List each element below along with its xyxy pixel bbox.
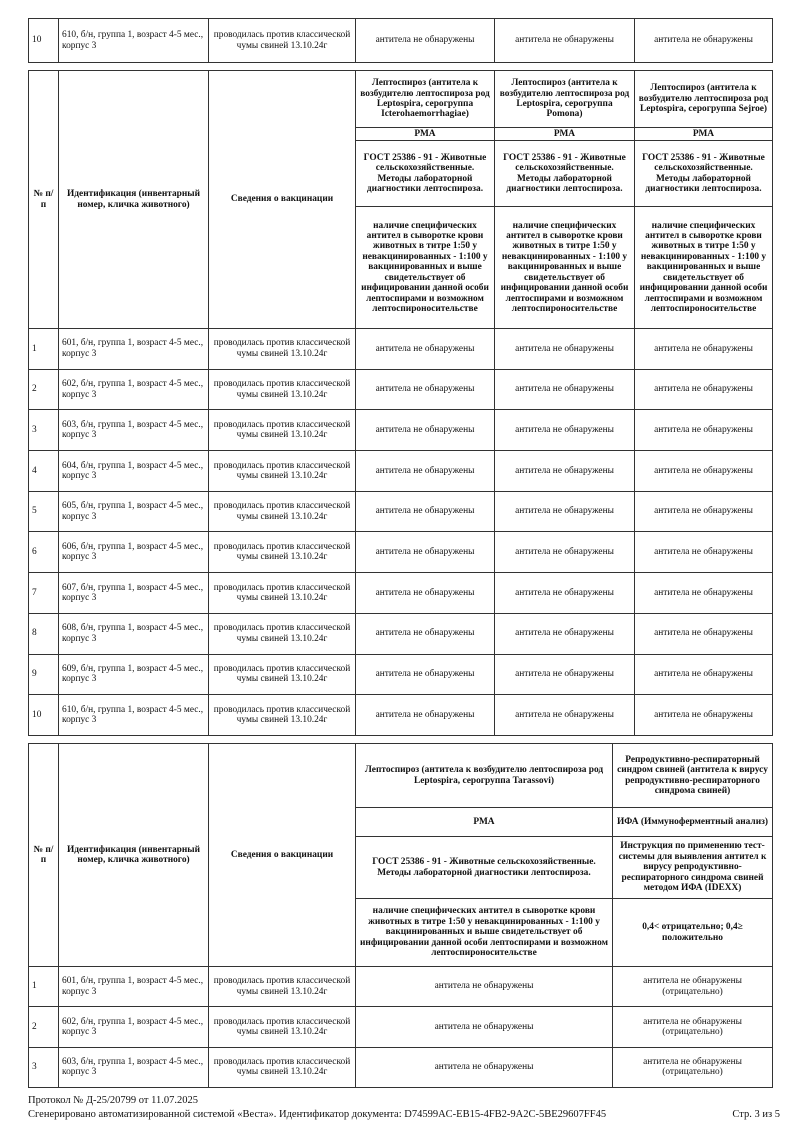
header-number: № п/п <box>29 71 59 329</box>
header-row-diseases <box>29 744 773 808</box>
table-row <box>29 967 773 1007</box>
header-standard: ГОСТ 25386 - 91 - Животные сельскохозяйственные. Методы лабораторной диагностики лептоспироза. <box>495 141 635 207</box>
table-row <box>29 532 773 573</box>
page-number: Стр. 3 из 5 <box>732 1109 780 1120</box>
test-result: антитела не обнаружены <box>635 369 773 410</box>
test-result: антитела не обнаружены <box>495 491 635 532</box>
vaccination-info: проводилась против классической чумы свиней 13.10.24г <box>209 532 356 573</box>
row-number: 2 <box>29 1007 59 1047</box>
test-result: антитела не обнаружены <box>635 19 773 63</box>
test-result: антитела не обнаружены <box>495 410 635 451</box>
table-row <box>29 1007 773 1047</box>
vaccination-info: проводилась против классической чумы свиней 13.10.24г <box>209 613 356 654</box>
test-result: антитела не обнаружены <box>495 532 635 573</box>
table-row <box>29 613 773 654</box>
test-result: антитела не обнаружены <box>356 329 495 370</box>
test-result: антитела не обнаружены <box>356 1007 613 1047</box>
test-result: антитела не обнаружены <box>356 573 495 614</box>
test-result: антитела не обнаружены (отрицательно) <box>613 967 773 1007</box>
animal-identification: 601, б/н, группа 1, возраст 4-5 мес., корпус 3 <box>59 967 209 1007</box>
animal-identification: 607, б/н, группа 1, возраст 4-5 мес., корпус 3 <box>59 573 209 614</box>
header-standard: Инструкция по применению тест-системы для выявления антител к вирусу репродуктивно-респираторного синдрома свиней методом ИФА (IDEXX) <box>613 837 773 899</box>
protocol-number: Протокол № Д-25/20799 от 11.07.2025 <box>28 1095 198 1106</box>
header-method: ИФА (Иммуноферментный анализ) <box>613 808 773 837</box>
animal-identification: 603, б/н, группа 1, возраст 4-5 мес., корпус 3 <box>59 410 209 451</box>
test-result: антитела не обнаружены <box>635 451 773 492</box>
row-number: 3 <box>29 1047 59 1087</box>
test-result: антитела не обнаружены <box>635 654 773 695</box>
header-method: РМА <box>356 808 613 837</box>
animal-identification: 604, б/н, группа 1, возраст 4-5 мес., корпус 3 <box>59 451 209 492</box>
header-disease: Лептоспироз (антитела к возбудителю лептоспироза род Leptospira, серогруппа Sejroe) <box>635 71 773 128</box>
vaccination-info: проводилась против классической чумы свиней 13.10.24г <box>209 369 356 410</box>
test-result: антитела не обнаружены <box>635 695 773 736</box>
header-row-diseases <box>29 71 773 128</box>
animal-identification: 602, б/н, группа 1, возраст 4-5 мес., корпус 3 <box>59 1007 209 1047</box>
row-number: 10 <box>29 19 59 63</box>
header-criteria: наличие специфических антител в сыворотке крови животных в титре 1:50 у невакцинированных - 1:100 у вакцинированных и выше свидетельствует об инфицировании данной особи лептоспирами и возможном лептоспироносительстве <box>495 207 635 329</box>
test-result: антитела не обнаружены <box>356 19 495 63</box>
test-result: антитела не обнаружены <box>495 573 635 614</box>
row-number: 4 <box>29 451 59 492</box>
animal-identification: 610, б/н, группа 1, возраст 4-5 мес., корпус 3 <box>59 695 209 736</box>
animal-identification: 610, б/н, группа 1, возраст 4-5 мес., корпус 3 <box>59 19 209 63</box>
row-number: 10 <box>29 695 59 736</box>
test-result: антитела не обнаружены <box>356 369 495 410</box>
row-number: 3 <box>29 410 59 451</box>
table-row <box>29 410 773 451</box>
vaccination-info: проводилась против классической чумы свиней 13.10.24г <box>209 1007 356 1047</box>
test-result: антитела не обнаружены <box>356 491 495 532</box>
row-number: 2 <box>29 369 59 410</box>
header-method: РМА <box>635 128 773 141</box>
header-number: № п/п <box>29 744 59 967</box>
test-result: антитела не обнаружены <box>495 654 635 695</box>
test-result: антитела не обнаружены <box>635 410 773 451</box>
header-disease: Лептоспироз (антитела к возбудителю лептоспироза род Leptospira, серогруппа Pomona) <box>495 71 635 128</box>
test-result: антитела не обнаружены <box>495 613 635 654</box>
table-row <box>29 573 773 614</box>
header-vaccination: Сведения о вакцинации <box>209 71 356 329</box>
row-number: 9 <box>29 654 59 695</box>
table-row <box>29 451 773 492</box>
row-number: 5 <box>29 491 59 532</box>
header-criteria: наличие специфических антител в сыворотке крови животных в титре 1:50 у невакцинированных - 1:100 у вакцинированных и выше свидетельствует об инфицировании данной особи лептоспирами и возможном лептоспироносительстве <box>356 207 495 329</box>
test-result: антитела не обнаружены <box>356 613 495 654</box>
table-row <box>29 491 773 532</box>
test-result: антитела не обнаружены <box>356 451 495 492</box>
test-result: антитела не обнаружены <box>356 532 495 573</box>
vaccination-info: проводилась против классической чумы свиней 13.10.24г <box>209 695 356 736</box>
table-row <box>29 654 773 695</box>
table-row <box>29 695 773 736</box>
animal-identification: 608, б/н, группа 1, возраст 4-5 мес., корпус 3 <box>59 613 209 654</box>
header-disease: Лептоспироз (антитела к возбудителю лептоспироза род Leptospira, серогруппа Tarassovi) <box>356 744 613 808</box>
vaccination-info: проводилась против классической чумы свиней 13.10.24г <box>209 654 356 695</box>
test-result: антитела не обнаружены <box>356 654 495 695</box>
animal-identification: 606, б/н, группа 1, возраст 4-5 мес., корпус 3 <box>59 532 209 573</box>
test-result: антитела не обнаружены <box>495 451 635 492</box>
header-method: РМА <box>356 128 495 141</box>
header-identification: Идентификация (инвентарный номер, кличка животного) <box>59 71 209 329</box>
table-row <box>29 369 773 410</box>
test-result: антитела не обнаружены <box>635 491 773 532</box>
test-result: антитела не обнаружены (отрицательно) <box>613 1047 773 1087</box>
test-result: антитела не обнаружены <box>356 410 495 451</box>
tarassovi-prrs-results-table <box>28 743 773 1088</box>
header-method: РМА <box>495 128 635 141</box>
test-result: антитела не обнаружены <box>635 573 773 614</box>
test-result: антитела не обнаружены <box>495 695 635 736</box>
test-result: антитела не обнаружены <box>635 532 773 573</box>
footer-generated-line <box>28 1108 780 1121</box>
table-row <box>29 19 773 63</box>
vaccination-info: проводилась против классической чумы свиней 13.10.24г <box>209 967 356 1007</box>
animal-identification: 602, б/н, группа 1, возраст 4-5 мес., корпус 3 <box>59 369 209 410</box>
header-criteria: наличие специфических антител в сыворотке крови животных в титре 1:50 у невакцинированных - 1:100 у вакцинированных и выше свидетельствует об инфицировании данной особи лептоспирами и возможном лептоспироносительстве <box>635 207 773 329</box>
row-number: 7 <box>29 573 59 614</box>
row-number: 1 <box>29 329 59 370</box>
header-criteria: 0,4< отрицательно; 0,4≥ положительно <box>613 899 773 967</box>
test-result: антитела не обнаружены <box>495 369 635 410</box>
header-criteria: наличие специфических антител в сыворотке крови животных в титре 1:50 у невакцинированных - 1:100 у вакцинированных и выше свидетельствует об инфицировании данной особи лептоспирами и возможном лептоспироносительстве <box>356 899 613 967</box>
results-table-continuation <box>28 18 773 63</box>
table-row <box>29 329 773 370</box>
vaccination-info: проводилась против классической чумы свиней 13.10.24г <box>209 19 356 63</box>
test-result: антитела не обнаружены <box>635 329 773 370</box>
animal-identification: 603, б/н, группа 1, возраст 4-5 мес., корпус 3 <box>59 1047 209 1087</box>
test-result: антитела не обнаружены <box>495 329 635 370</box>
vaccination-info: проводилась против классической чумы свиней 13.10.24г <box>209 329 356 370</box>
header-vaccination: Сведения о вакцинации <box>209 744 356 967</box>
header-identification: Идентификация (инвентарный номер, кличка животного) <box>59 744 209 967</box>
row-number: 8 <box>29 613 59 654</box>
header-standard: ГОСТ 25386 - 91 - Животные сельскохозяйственные. Методы лабораторной диагностики лептоспироза. <box>635 141 773 207</box>
vaccination-info: проводилась против классической чумы свиней 13.10.24г <box>209 1047 356 1087</box>
row-number: 1 <box>29 967 59 1007</box>
table-row <box>29 1047 773 1087</box>
vaccination-info: проводилась против классической чумы свиней 13.10.24г <box>209 491 356 532</box>
test-result: антитела не обнаружены <box>356 967 613 1007</box>
document-identifier: Сгенерировано автоматизированной системой «Веста». Идентификатор документа: D74599AC-EB15-4FB2-9A2C-5BE29607FF45 <box>28 1109 607 1120</box>
test-result: антитела не обнаружены <box>495 19 635 63</box>
header-disease: Репродуктивно-респираторный синдром свиней (антитела к вирусу репродуктивно-респираторного синдрома свиней) <box>613 744 773 808</box>
vaccination-info: проводилась против классической чумы свиней 13.10.24г <box>209 410 356 451</box>
animal-identification: 605, б/н, группа 1, возраст 4-5 мес., корпус 3 <box>59 491 209 532</box>
leptospirosis-results-table <box>28 70 773 736</box>
header-standard: ГОСТ 25386 - 91 - Животные сельскохозяйственные. Методы лабораторной диагностики лептоспироза. <box>356 837 613 899</box>
vaccination-info: проводилась против классической чумы свиней 13.10.24г <box>209 451 356 492</box>
animal-identification: 609, б/н, группа 1, возраст 4-5 мес., корпус 3 <box>59 654 209 695</box>
test-result: антитела не обнаружены <box>356 1047 613 1087</box>
header-disease: Лептоспироз (антитела к возбудителю лептоспироза род Leptospira, серогруппа Icterohaemorrhagiae) <box>356 71 495 128</box>
test-result: антитела не обнаружены <box>356 695 495 736</box>
test-result: антитела не обнаружены <box>635 613 773 654</box>
row-number: 6 <box>29 532 59 573</box>
test-result: антитела не обнаружены (отрицательно) <box>613 1007 773 1047</box>
vaccination-info: проводилась против классической чумы свиней 13.10.24г <box>209 573 356 614</box>
header-standard: ГОСТ 25386 - 91 - Животные сельскохозяйственные. Методы лабораторной диагностики лептоспироза. <box>356 141 495 207</box>
animal-identification: 601, б/н, группа 1, возраст 4-5 мес., корпус 3 <box>59 329 209 370</box>
